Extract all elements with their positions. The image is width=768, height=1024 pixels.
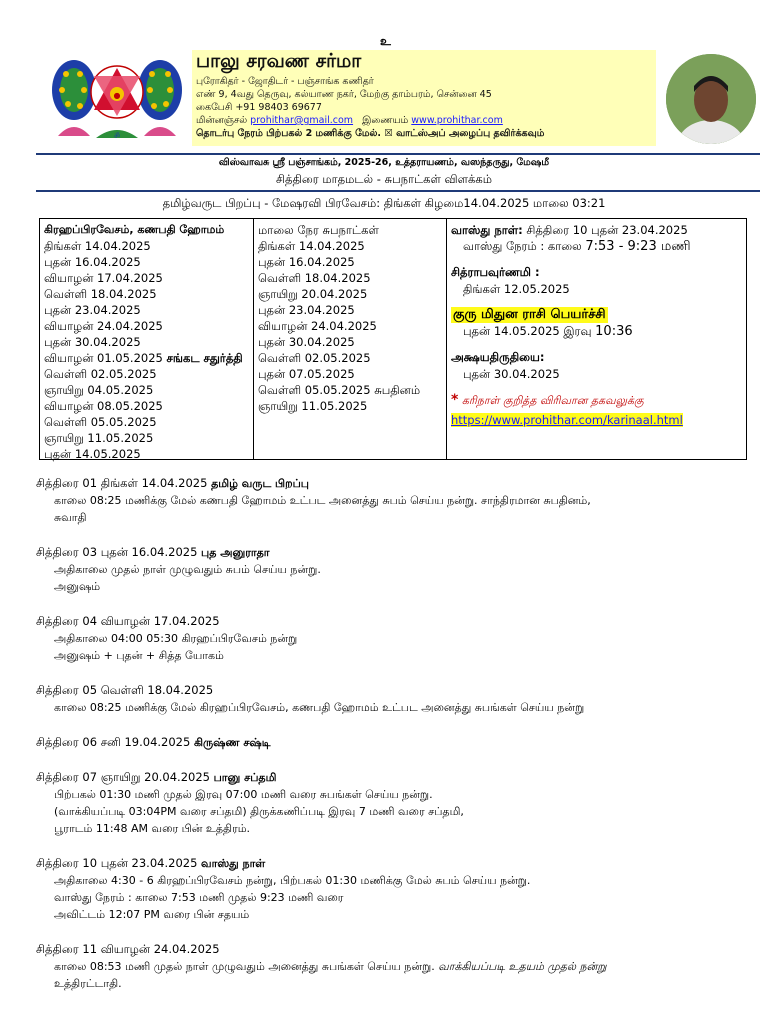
list-item: ஞாயிறு 11.05.2025 [44, 431, 154, 445]
panchangam-line: விஸ்வாவசு ஸ்ரீ பஞ்சாங்கம், 2025-26, உத்தராயணம், வஸந்தருது, மேஷமீ [218, 157, 550, 168]
asterisk-icon: * [451, 392, 459, 408]
evening-days-title: மாலை நேர சுபநாட்கள் [258, 223, 379, 237]
list-item: புதன் 16.04.2025 [258, 255, 355, 269]
list-item: சித்திரை 06 சனி 19.04.2025 கிருஷ்ண சஷ்டி [36, 735, 271, 749]
guru-peyarchi-title: குரு மிதுன ராசி பெயர்ச்சி [453, 307, 606, 322]
list-item: வெள்ளி 02.05.2025 [44, 367, 157, 381]
list-item: வெள்ளி 05.05.2025 சுபதினம் [258, 383, 421, 397]
guru-peyarchi-date: புதன் 14.05.2025 இரவு 10:36 [463, 324, 633, 339]
auspicious-days-table [39, 218, 747, 460]
karinaal-note: * கரிநாள் குறித்த விரிவான தகவலுக்கு [451, 392, 644, 408]
karinaal-link[interactable]: https://www.prohithar.com/karinaal.html [451, 413, 683, 427]
list-item: திங்கள் 14.04.2025 [258, 239, 365, 253]
peacock-star-emblem-icon [48, 52, 186, 144]
list-item: புதன் 16.04.2025 [44, 255, 141, 269]
contact-time: தொடர்பு நேரம் பிற்பகல் 2 மணிக்கு மேல். ☒ வாட்ஸ்அப் அழைப்பு தவிர்க்கவும் [196, 128, 545, 139]
list-item: புதன் 14.05.2025 [44, 447, 141, 461]
author-name: பாலு சரவண சர்மா [196, 50, 362, 72]
contact-links [196, 115, 503, 127]
list-item: ஞாயிறு 04.05.2025 [44, 383, 154, 397]
email-link[interactable]: prohithar@gmail.com [250, 115, 354, 126]
list-item: வியாழன் 17.04.2025 [44, 271, 163, 285]
list-item: சித்திரை 11 வியாழன் 24.04.2025 காலை 08:53 மணி முதல் நாள் முழுவதும் அனைத்து சுபங்கள் செய்ய நன்று. வாக்கியப்படி உதயம் முதல் நன்று உத்திரட்டாதி. [36, 942, 607, 990]
list-item: வியாழன் 08.05.2025 [44, 399, 163, 413]
chitra-pournami-title: சித்ராபவுர்ணமி : [451, 265, 540, 279]
list-item: வெள்ளி 18.04.2025 [258, 271, 371, 285]
list-item: வியாழன் 24.04.2025 [44, 319, 163, 333]
list-item: புதன் 30.04.2025 [258, 335, 355, 349]
author-titles: புரோகிதர் - ஜோதிடர் - பஞ்சாங்க கணிதர் [196, 76, 374, 87]
svg-text:ॐ: ॐ [113, 132, 121, 140]
griha-pravesam-title: கிரஹப்பிரவேசம், கணபதி ஹோமம் [44, 223, 225, 236]
email-label: மின்னஞ்சல் [196, 115, 248, 126]
evening-days-column [253, 219, 446, 459]
list-item: சித்திரை 04 வியாழன் 17.04.2025 அதிகாலை 04:00 05:30 கிரஹப்பிரவேசம் நன்று அனுஷம் + புதன் + சித்த யோகம் [36, 614, 298, 662]
svg-text:●: ● [113, 91, 121, 100]
list-item: ஞாயிறு 11.05.2025 [258, 399, 368, 413]
list-item: சித்திரை 03 புதன் 16.04.2025 புத அனுராதா அதிகாலை முதல் நாள் முழுவதும் சுபம் செய்ய நன்று. அனுஷம் [36, 545, 321, 593]
list-item: வெள்ளி 02.05.2025 [258, 351, 371, 365]
chitra-pournami-date: திங்கள் 12.05.2025 [463, 282, 570, 296]
list-item: புதன் 30.04.2025 [44, 335, 141, 349]
sankatahara-note: சங்கட சதுர்த்தி [166, 351, 243, 365]
month-title: சித்திரை மாதமடல் - சுபநாட்கள் விளக்கம் [276, 172, 492, 186]
special-days-column [446, 219, 746, 459]
website-link[interactable]: www.prohithar.com [411, 115, 503, 126]
vastu-label: வாஸ்து நாள்: [451, 223, 523, 237]
web-label: இணையம் [362, 115, 409, 126]
author-photo [666, 54, 756, 144]
tamil-new-year-line: தமிழ்வருட பிறப்பு - மேஷரவி பிரவேசம்: திங்கள் கிழமை14.04.2025 மாலை 03:21 [162, 196, 606, 210]
list-item: வியாழன் 24.04.2025 [258, 319, 377, 333]
list-item: சித்திரை 01 திங்கள் 14.04.2025 தமிழ் வருட பிறப்பு காலை 08:25 மணிக்கு மேல் கணபதி ஹோமம் உட்பட அனைத்து சுபம் செய்ய நன்று. சாந்திரமான சுபதினம், சுவாதி [36, 476, 591, 524]
header-rule-top [36, 153, 760, 155]
akshaya-tritiya-date: புதன் 30.04.2025 [463, 367, 560, 381]
list-item: புதன் 23.04.2025 [258, 303, 355, 317]
vastu-time: வாஸ்து நேரம் : காலை 7:53 - 9:23 மணி [463, 239, 691, 254]
author-phone: கைபேசி +91 98403 69677 [196, 102, 322, 113]
akshaya-tritiya-title: அக்ஷயதிருதியை: [451, 350, 545, 364]
list-item: திங்கள் 14.04.2025 [44, 239, 151, 253]
list-item: புதன் 23.04.2025 [44, 303, 141, 317]
list-item: வெள்ளி 18.04.2025 [44, 287, 157, 301]
daily-entries [36, 475, 746, 1010]
header-rule-bottom [36, 190, 760, 192]
list-item: வெள்ளி 05.05.2025 [44, 415, 157, 429]
top-pillaiyar-suzhi: உ [380, 34, 391, 48]
list-item: ஞாயிறு 20.04.2025 [258, 287, 368, 301]
list-item: சித்திரை 10 புதன் 23.04.2025 வாஸ்து நாள் அதிகாலை 4:30 - 6 கிரஹப்பிரவேசம் நன்று, பிற்பகல் 01:30 மணிக்கு மேல் சுபம் செய்ய நன்று. வாஸ்து நேரம் : காலை 7:53 மணி முதல் 9:23 மணி வரை அவிட்டம் 12:07 PM வரை பின் சதயம் [36, 856, 531, 921]
list-item: புதன் 07.05.2025 [258, 367, 355, 381]
list-item: சித்திரை 07 ஞாயிறு 20.04.2025 பானு சப்தமி பிற்பகல் 01:30 மணி முதல் இரவு 07:00 மணி வரை சுபங்கள் செய்ய நன்று. (வாக்கியப்படி 03:04PM வரை சப்தமி) திருக்கணிப்படி இரவு 7 மணி வரை சப்தமி, பூராடம் 11:48 AM வரை பின் உத்திரம். [36, 770, 464, 835]
vastu-day: வாஸ்து நாள்: சித்திரை 10 புதன் 23.04.2025 [451, 223, 688, 237]
griha-pravesam-column [40, 219, 253, 459]
author-address: எண் 9, 4வது தெருவு, கல்யாண நகர், மேற்கு தாம்பரம், சென்னை 45 [196, 89, 492, 100]
list-item: வியாழன் 01.05.2025 சங்கட சதுர்த்தி [44, 351, 243, 365]
list-item: சித்திரை 05 வெள்ளி 18.04.2025 காலை 08:25 மணிக்கு மேல் கிரஹப்பிரவேசம், கணபதி ஹோமம் உட்பட அனைத்து சுபங்கள் செய்ய நன்று [36, 683, 585, 714]
